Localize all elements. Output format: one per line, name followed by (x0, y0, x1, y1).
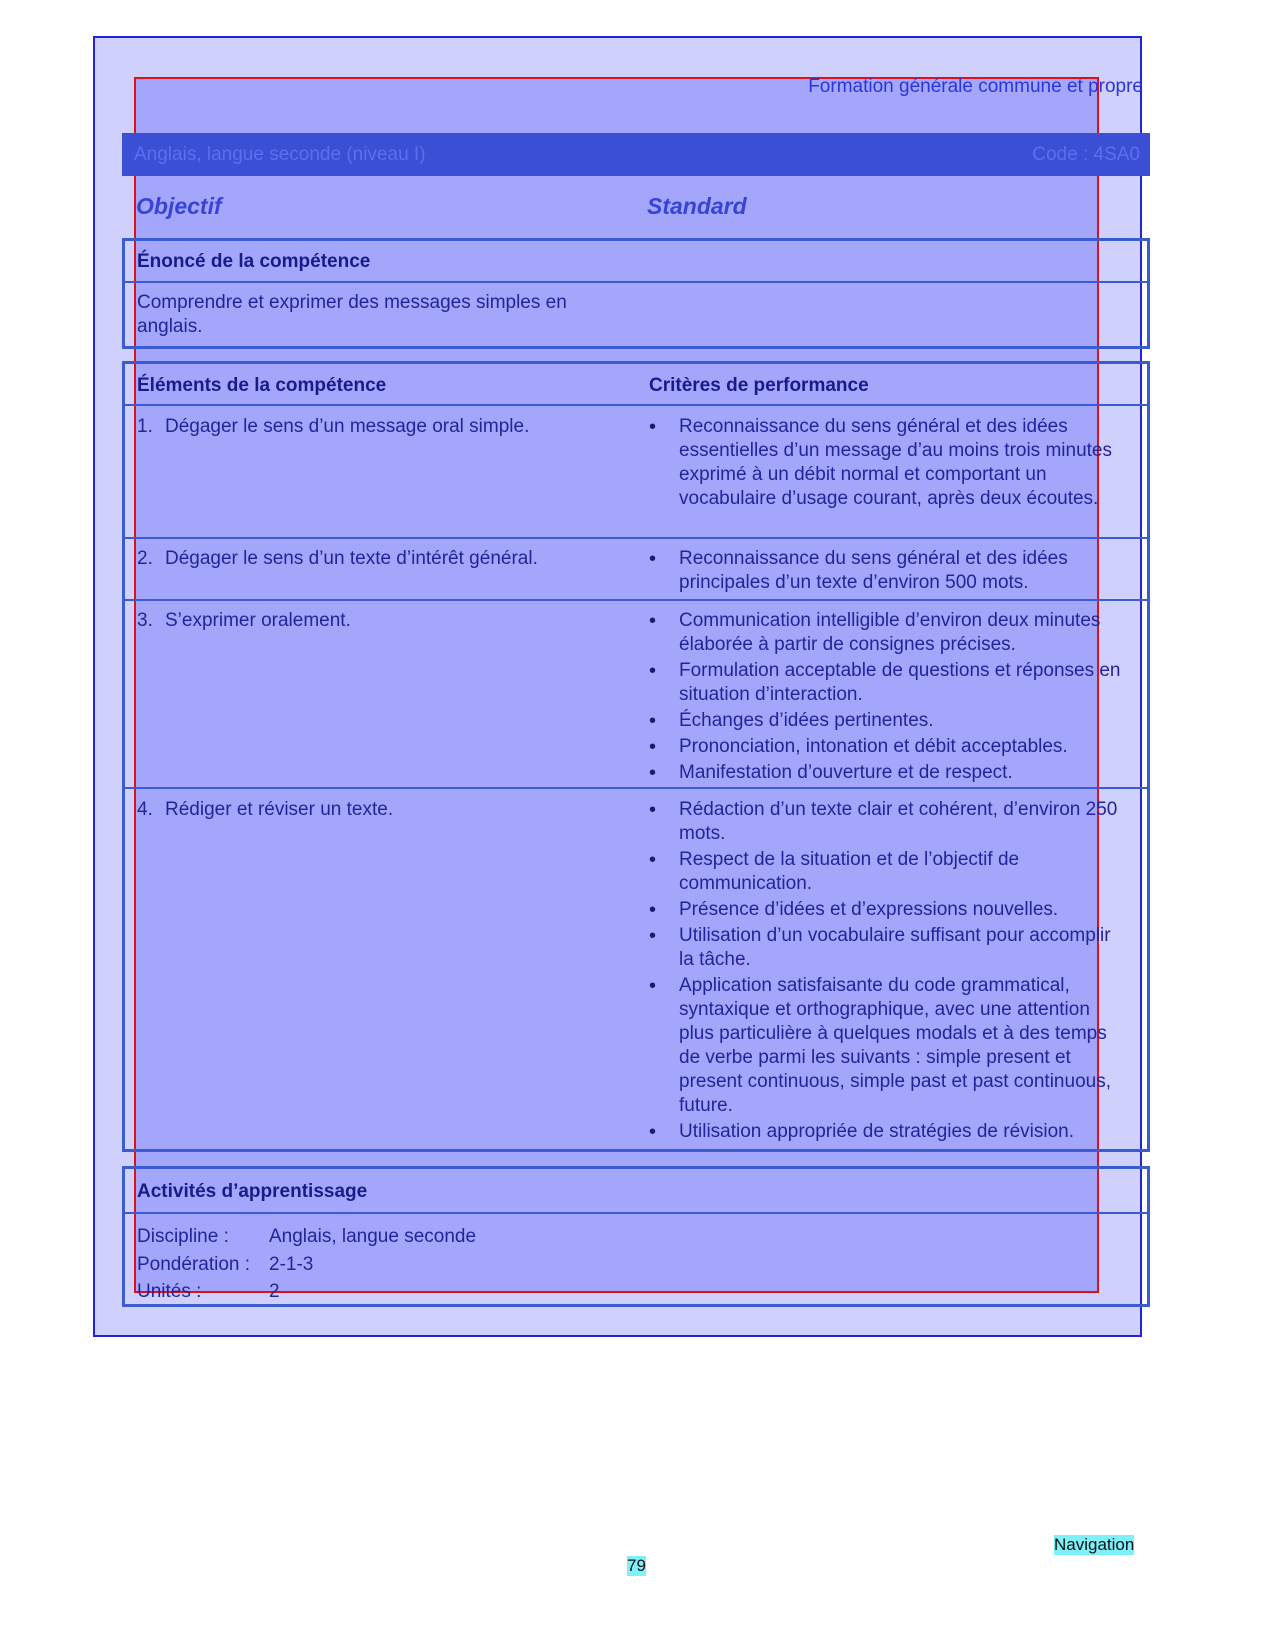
discipline-value: Anglais, langue seconde (269, 1226, 477, 1247)
ponderation-label: Pondération : (137, 1254, 251, 1275)
criteria-title: Critères de performance (649, 375, 869, 396)
activites-box (122, 1166, 1150, 1307)
element-text: Rédiger et réviser un texte. (165, 799, 394, 820)
criterion: • Reconnaissance du sens général et des idées essentielles d’un message d’au moins trois minutes exprimé à un débit normal et comportant un vocabulaire d’usage courant, après deux écoutes. (649, 415, 1119, 511)
table-row (125, 789, 1147, 1149)
element-number: 3. (137, 610, 153, 631)
course-title: Anglais, langue seconde (niveau I) (134, 144, 426, 165)
element-item (137, 415, 529, 439)
enonce-text: Comprendre et exprimer des messages simples en anglais. (137, 292, 567, 337)
criterion: • Manifestation d’ouverture et de respect. (649, 761, 1139, 785)
element-item (137, 547, 538, 571)
criterion: • Communication intelligible d’environ deux minutes élaborée à partir de consignes précises. (649, 609, 1139, 657)
program-header: Formation générale commune et propre (808, 76, 1143, 97)
unites-line (137, 1281, 280, 1303)
element-number: 2. (137, 548, 153, 569)
criteria-list (649, 415, 1119, 513)
criterion: • Prononciation, intonation et débit acceptables. (649, 735, 1139, 759)
criteria-list (649, 547, 1119, 597)
enonce-title-row (125, 241, 1147, 283)
unites-label: Unités : (137, 1281, 202, 1302)
elements-header-row (125, 364, 1147, 406)
criterion: • Utilisation appropriée de stratégies de révision. (649, 1120, 1119, 1144)
criterion: • Utilisation d’un vocabulaire suffisant pour accomplir la tâche. (649, 924, 1119, 972)
element-text: Dégager le sens d’un message oral simple. (165, 416, 530, 437)
enonce-box (122, 238, 1150, 349)
table-row (125, 406, 1147, 539)
criterion: • Formulation acceptable de questions et réponses en situation d’interaction. (649, 659, 1139, 707)
criteria-list (649, 798, 1119, 1146)
activites-title-row (125, 1169, 1147, 1214)
unites-value: 2 (269, 1281, 280, 1302)
elements-box (122, 361, 1150, 1152)
criterion: • Échanges d’idées pertinentes. (649, 709, 1139, 733)
element-number: 1. (137, 416, 153, 437)
page-number: 79 (627, 1556, 646, 1575)
criterion: • Reconnaissance du sens général et des idées principales d’un texte d’environ 500 mots. (649, 547, 1119, 595)
element-item (137, 798, 393, 822)
criterion: • Présence d’idées et d’expressions nouvelles. (649, 898, 1119, 922)
ponderation-value: 2-1-3 (269, 1254, 314, 1275)
discipline-line (137, 1226, 476, 1248)
standard-heading: Standard (647, 193, 747, 219)
ponderation-line (137, 1254, 313, 1276)
criteria-list (649, 609, 1139, 787)
activites-title: Activités d’apprentissage (137, 1181, 368, 1202)
course-code: Code : 4SA0 (1032, 144, 1140, 165)
element-text: S’exprimer oralement. (165, 610, 351, 631)
element-number: 4. (137, 799, 153, 820)
criterion: • Respect de la situation et de l’objectif de communication. (649, 848, 1119, 896)
table-row (125, 539, 1147, 601)
criterion: • Rédaction d’un texte clair et cohérent, d’environ 250 mots. (649, 798, 1119, 846)
objective-heading: Objectif (136, 193, 222, 219)
enonce-title: Énoncé de la compétence (137, 251, 371, 272)
element-text: Dégager le sens d’un texte d’intérêt général. (165, 548, 538, 569)
table-row (125, 601, 1147, 789)
element-item (137, 609, 351, 633)
criterion: • Application satisfaisante du code grammatical, syntaxique et orthographique, avec une attention plus particulière à quelques modals et à des temps de verbe parmi les suivants : simple present et present continuous, simple past et past continuous, future. (649, 974, 1119, 1118)
enonce-text-row (125, 283, 1147, 346)
course-code-bar (122, 133, 1150, 176)
navigation-link[interactable]: Navigation (1054, 1535, 1135, 1554)
elements-title: Éléments de la compétence (137, 375, 387, 396)
discipline-label: Discipline : (137, 1226, 229, 1247)
